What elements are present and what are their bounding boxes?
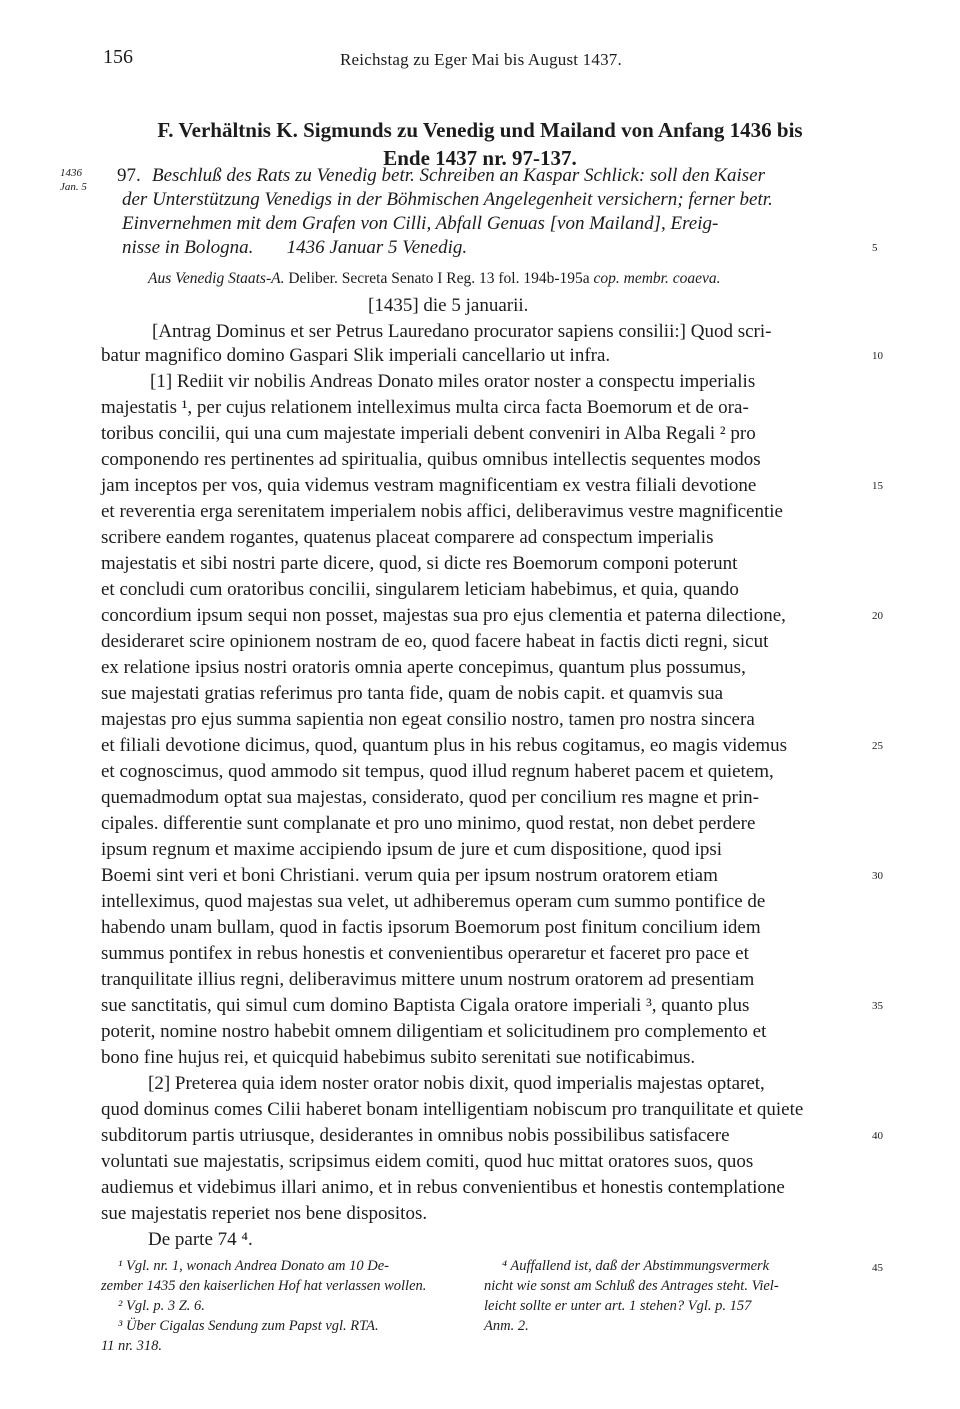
body-line: Boemi sint veri et boni Christiani. verum quia per ipsum nostrum oratorem etiam: [101, 865, 718, 886]
footnote-line: Anm. 2.: [484, 1318, 529, 1334]
section-title-line-2: Ende 1437 nr. 97-137.: [383, 146, 577, 170]
footnote-line: ² Vgl. p. 3 Z. 6.: [118, 1298, 205, 1314]
regest-line: nisse in Bologna. 1436 Januar 5 Venedig.: [122, 237, 468, 258]
body-line: majestatis ¹, per cujus relationem intelleximus multa circa facta Boemorum et de ora-: [101, 397, 749, 418]
body-line: sue sanctitatis, qui simul cum domino Baptista Cigala oratore imperiali ³, quanto plus: [101, 995, 750, 1016]
body-line: habendo unam bullam, quod in factis ipsorum Boemorum post finitum concilium idem: [101, 917, 761, 938]
body-line: [2] Preterea quia idem noster orator nobis dixit, quod imperialis majestas optaret,: [148, 1073, 765, 1094]
body-line: et filiali devotione dicimus, quod, quantum plus in his rebus cogitamus, eo magis videmus: [101, 735, 788, 756]
margin-day: Jan. 5: [60, 181, 87, 193]
body-line: audiemus et videbimus illari animo, et in rebus convenientibus et honestis contemplatione: [101, 1177, 785, 1198]
line-number: 20: [872, 610, 883, 622]
body-line: quemadmodum optat sua majestas, considerato, quod per concilium res magne et prin-: [101, 787, 759, 808]
line-number: 40: [872, 1130, 883, 1142]
body-line: subditorum partis utriusque, desiderantes in omnibus nobis possibilibus satisfacere: [101, 1125, 730, 1146]
footnote-line: ¹ Vgl. nr. 1, wonach Andrea Donato am 10 De-: [118, 1258, 389, 1274]
footnote-line: ³ Über Cigalas Sendung zum Papst vgl. RTA.: [118, 1318, 379, 1334]
body-line: batur magnifico domino Gaspari Slik imperiali cancellario ut infra.: [101, 345, 611, 366]
body-line: quod dominus comes Cilii haberet bonam intelligentiam nobiscum pro tranquilitate et quiete: [101, 1099, 804, 1120]
line-number: 25: [872, 740, 883, 752]
footnote-line: ⁴ Auffallend ist, daß der Abstimmungsvermerk: [502, 1258, 770, 1274]
footnote-line: zember 1435 den kaiserlichen Hof hat verlassen wollen.: [101, 1278, 427, 1294]
body-line: scribere eandem rogantes, quatenus placeat comparere ad conspectum imperialis: [101, 527, 714, 548]
page-number: 156: [103, 46, 133, 68]
regest-line: Beschluß des Rats zu Venedig betr. Schreiben an Kaspar Schlick: soll den Kaiser: [152, 165, 766, 186]
body-line: concordium ipsum sequi non posset, majestas sua pro ejus clementia et paterna dilectione,: [101, 605, 786, 626]
body-line: summus pontifex in rebus honestis et convenientibus operaretur et faceret pro pace et: [101, 943, 749, 964]
line-number: 15: [872, 480, 883, 492]
line-number: 10: [872, 350, 883, 362]
body-line: poterit, nomine nostro habebit omnem diligentiam et solicitudinem pro complemento et: [101, 1021, 767, 1042]
line-number: 45: [872, 1262, 883, 1274]
entry-number: 97.: [117, 165, 141, 186]
margin-year: 1436: [60, 167, 82, 179]
body-line: De parte 74 ⁴.: [148, 1229, 253, 1250]
body-line: sue majestatis reperiet nos bene dispositos.: [101, 1203, 428, 1224]
source-citation: [148, 270, 721, 288]
footnote-line: nicht wie sonst am Schluß des Antrages steht. Viel-: [484, 1278, 779, 1294]
body-line: desideraret scire opinionem nostram de eo, quod facere habeat in factis dicti regni, sicut: [101, 631, 769, 652]
body-line: intelleximus, quod majestas sua velet, ut adhiberemus operam cum summo pontifice de: [101, 891, 766, 912]
line-number: 5: [872, 242, 878, 254]
body-line: ipsum regnum et maxime accipiendo ipsum de jure et cum dispositione, quod ipsi: [101, 839, 723, 860]
body-line: tranquilitate illius regni, deliberavimus mittere unum nostrum oratorem ad presentiam: [101, 969, 755, 990]
body-line: et concludi cum oratoribus concilii, singularem leticiam habebimus, et quia, quando: [101, 579, 739, 600]
section-title-line-1: F. Verhältnis K. Sigmunds zu Venedig und Mailand von Anfang 1436 bis: [157, 118, 803, 142]
dateline: [1435] die 5 januarii.: [368, 295, 529, 316]
body-line: ex relatione ipsius nostri oratoris omnia aperte concepimus, quantum plus possumus,: [101, 657, 746, 678]
regest-line: Einvernehmen mit dem Grafen von Cilli, Abfall Genuas [von Mailand], Ereig-: [122, 213, 719, 234]
source-reference: Deliber. Secreta Senato I Reg. 13 fol. 194b-195a: [288, 270, 590, 287]
footnote-line: 11 nr. 318.: [101, 1338, 162, 1354]
body-line: bono fine hujus rei, et quicquid habebimus subito serenitati sue notificabimus.: [101, 1047, 696, 1068]
body-line: jam inceptos per vos, quia videmus vestram magnificentiam ex vestra filiali devotione: [101, 475, 757, 496]
regest-line: der Unterstützung Venedigs in der Böhmischen Angelegenheit versichern; ferner betr.: [122, 189, 773, 210]
body-line: [Antrag Dominus et ser Petrus Lauredano procurator sapiens consilii:] Quod scri-: [152, 321, 772, 342]
footnote-line: leicht sollte er unter art. 1 stehen? Vgl. p. 157: [484, 1298, 752, 1314]
body-line: sue majestati gratias referimus pro tanta fide, quam de nobis capit. et quamvis sua: [101, 683, 724, 704]
source-archive: Aus Venedig Staats-A.: [148, 270, 285, 287]
body-line: majestatis et sibi nostri parte dicere, quod, si dicte res Boemorum componi poterunt: [101, 553, 738, 574]
body-line: toribus concilii, qui una cum majestate imperiali debent conveniri in Alba Regali ² pro: [101, 423, 756, 444]
body-line: [1] Rediit vir nobilis Andreas Donato miles orator noster a conspectu imperialis: [150, 371, 756, 392]
body-line: voluntati sue majestatis, scripsimus eidem comiti, quod huc mittat oratores suos, quos: [101, 1151, 754, 1172]
body-line: majestas pro ejus summa sapientia non egeat consilio nostro, tamen pro nostra sincera: [101, 709, 755, 730]
body-line: cipales. differentie sunt complanate et pro uno minimo, quod restat, non debet perdere: [101, 813, 756, 834]
body-line: et reverentia erga serenitatem imperialem nobis affici, deliberavimus vestre magnificentie: [101, 501, 783, 522]
body-line: et cognoscimus, quod ammodo sit tempus, quod illud regnum haberet pacem et quietem,: [101, 761, 774, 782]
line-number: 35: [872, 1000, 883, 1012]
line-number: 30: [872, 870, 883, 882]
body-line: componendo res pertinentes ad spiritualia, quibus omnibus intellectis sequentes modos: [101, 449, 761, 470]
running-head: Reichstag zu Eger Mai bis August 1437.: [340, 50, 622, 69]
source-note: cop. membr. coaeva.: [593, 270, 721, 287]
